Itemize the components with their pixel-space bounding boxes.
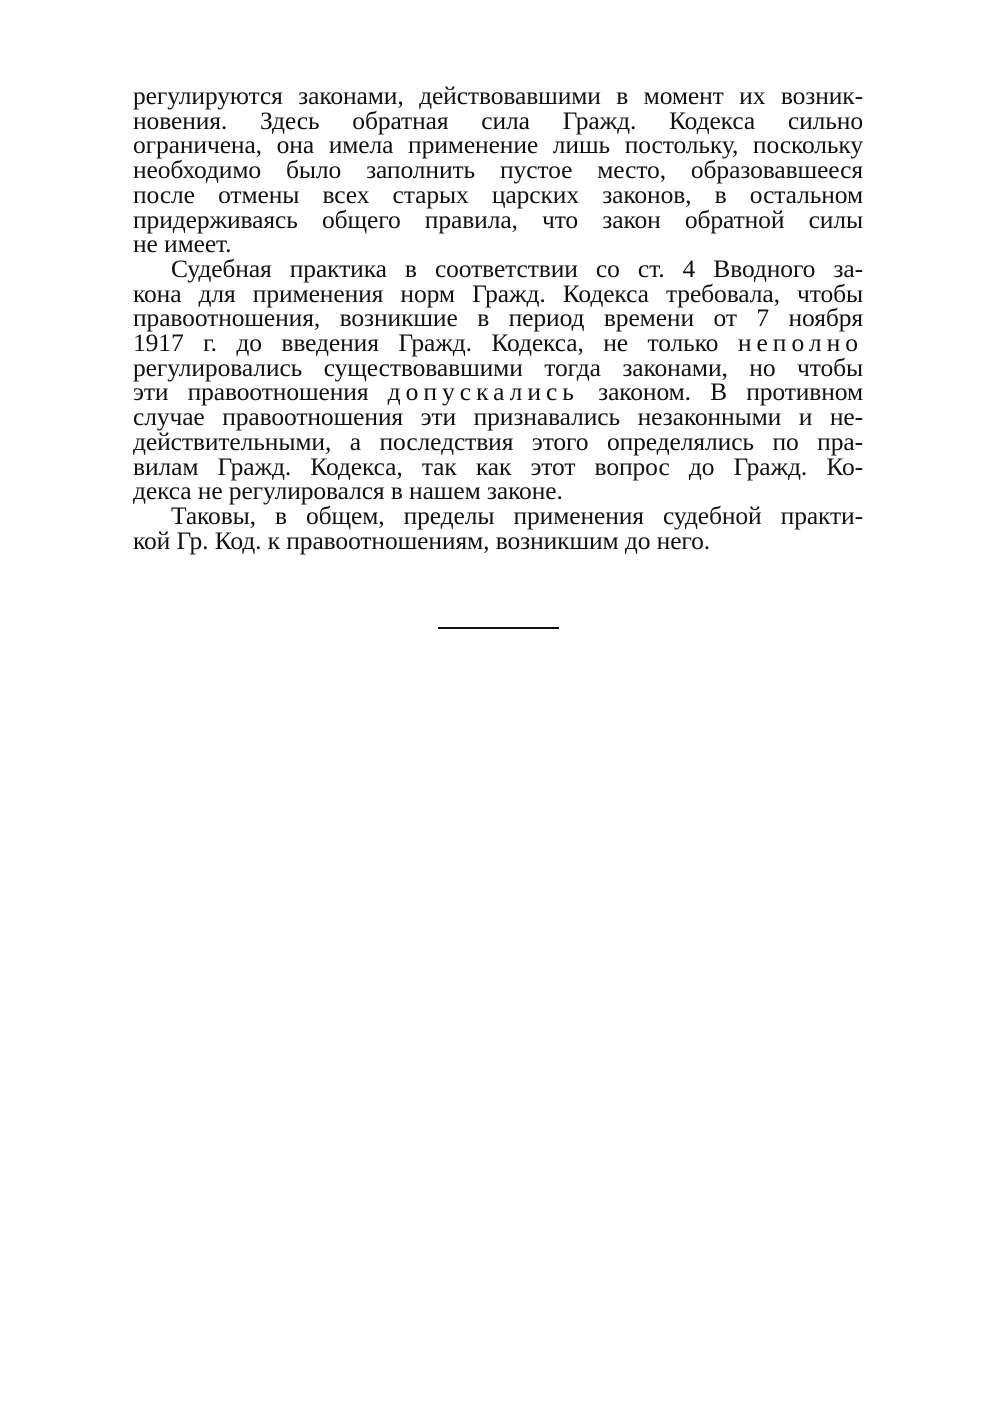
- line-segment: 1917 г. до введения Гражд. Кодекса, не только: [133, 328, 738, 358]
- line-segment: эти правоотношения: [133, 377, 388, 407]
- text-line: вилам Гражд. Кодекса, так как этот вопрос до Гражд. Ко-: [133, 451, 863, 481]
- text-line: ограничена, она имела применение лишь постольку, поскольку: [133, 130, 863, 160]
- text-line: необходимо было заполнить пустое место, образовавшееся: [133, 155, 863, 185]
- letterspaced-emphasis: допускались: [387, 377, 579, 407]
- letterspaced-emphasis: неполно: [737, 328, 863, 358]
- body-text: [133, 81, 863, 555]
- text-line: кона для применения норм Гражд. Кодекса требовала, чтобы: [133, 278, 863, 308]
- text-line: регулировались существовавшими тогда законами, но чтобы: [133, 352, 863, 382]
- text-line: правоотношения, возникшие в период времени от 7 ноября: [133, 303, 863, 333]
- paragraph-first-line: Таковы, в общем, пределы применения судебной практи-: [171, 500, 863, 530]
- section-divider-rule: [438, 627, 559, 629]
- text-line: придерживаясь общего правила, что закон обратной силы: [133, 204, 863, 234]
- text-line: новения. Здесь обратная сила Гражд. Кодекса сильно: [133, 105, 863, 135]
- text-line: декса не регулировался в нашем законе.: [133, 476, 563, 506]
- text-line: случае правоотношения эти признавались незаконными и не-: [133, 402, 863, 432]
- text-line: кой Гр. Код. к правоотношениям, возникшим до него.: [133, 525, 711, 555]
- paragraph-first-line: Судебная практика в соответствии со ст. 4 Вводного за-: [171, 253, 863, 283]
- text-line: действительными, а последствия этого определялись по пра-: [133, 426, 863, 456]
- text-line: после отмены всех старых царских законов, в остальном: [133, 179, 863, 209]
- text-line: регулируются законами, действовавшими в момент их возник-: [133, 81, 863, 110]
- line-segment: законом. В противном: [578, 377, 863, 407]
- text-line: не имеет.: [133, 229, 232, 259]
